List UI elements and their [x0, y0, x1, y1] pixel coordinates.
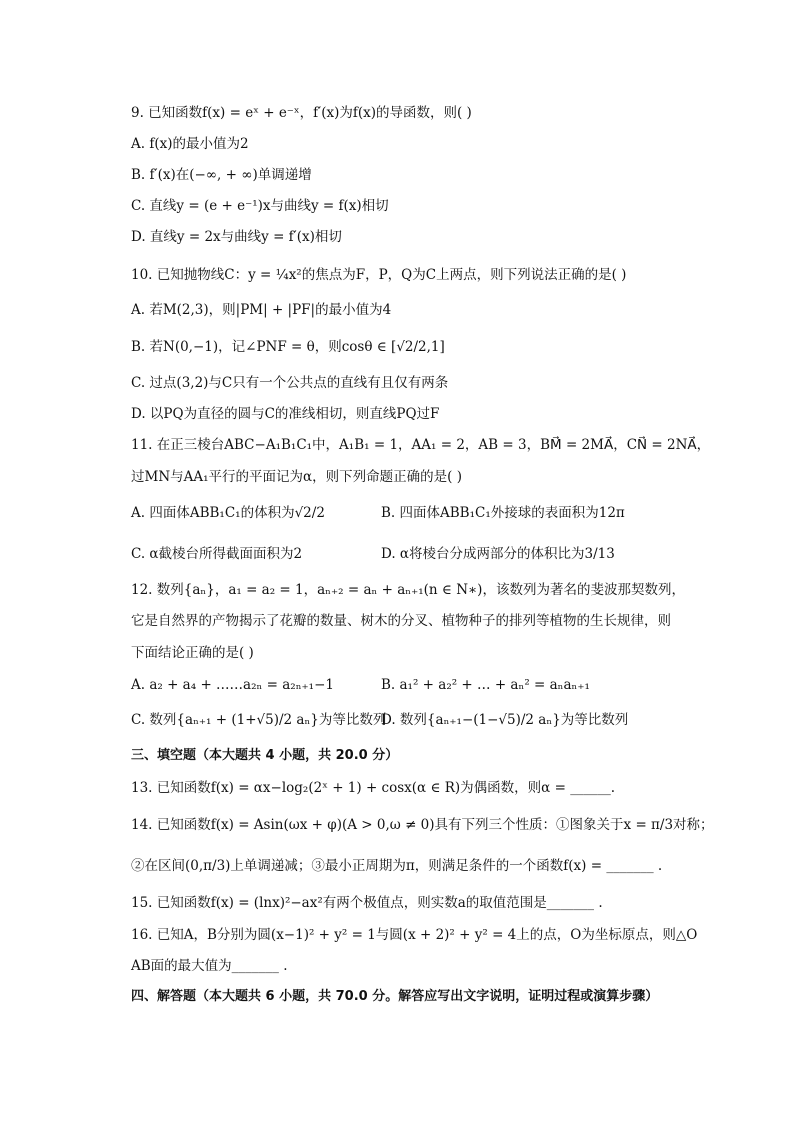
q12-stem-line2: 它是自然界的产物揭示了花瓣的数量、树木的分叉、植物种子的排列等植物的生长规律，则: [131, 613, 671, 629]
q10-stem: 10. 已知抛物线C：y = ¼x²的焦点为F，P，Q为C上两点，则下列说法正确的是( ): [131, 267, 627, 283]
q12-stem-line1: 12. 数列{aₙ}，a₁ = a₂ = 1，aₙ₊₂ = aₙ + aₙ₊₁(n ∈ N∗)，该数列为著名的斐波那契数列，: [131, 582, 685, 598]
q16-line1: 16. 已知A，B分别为圆(x−1)² + y² = 1与圆(x + 2)² + y² = 4上的点，O为坐标原点，则△O: [131, 927, 698, 943]
q15: 15. 已知函数f(x) = (lnx)²−ax²有两个极值点，则实数a的取值范围是_______ .: [131, 895, 603, 911]
q9-option-a: A. f(x)的最小值为2: [131, 136, 249, 152]
q13: 13. 已知函数f(x) = αx−log₂(2ˣ + 1) + cosx(α ∈ R)为偶函数，则α = ______.: [131, 780, 615, 796]
q12-option-a: A. a₂ + a₄ + ……a₂ₙ = a₂ₙ₊₁−1: [131, 677, 334, 693]
q12-option-b: B. a₁² + a₂² + … + aₙ² = aₙaₙ₊₁: [381, 677, 590, 693]
q9-option-c: C. 直线y = (e + e⁻¹)x与曲线y = f(x)相切: [131, 198, 389, 214]
q14-line2: ②在区间(0,π/3)上单调递减；③最小正周期为π，则满足条件的一个函数f(x) = _______ .: [131, 858, 663, 874]
q11-option-d: D. α将棱台分成两部分的体积比为3/13: [381, 546, 615, 562]
q10-option-b: B. 若N(0,−1)，记∠PNF = θ，则cosθ ∈ [√2/2,1]: [131, 339, 445, 355]
q12-option-c: C. 数列{aₙ₊₁ + (1+√5)/2 aₙ}为等比数列: [131, 712, 387, 728]
q10-option-d: D. 以PQ为直径的圆与C的准线相切，则直线PQ过F: [131, 406, 440, 422]
q9-option-d: D. 直线y = 2x与曲线y = f′(x)相切: [131, 229, 342, 245]
q11-option-a: A. 四面体ABB₁C₁的体积为√2/2: [131, 505, 325, 521]
q9-option-b: B. f′(x)在(−∞, + ∞)单调递增: [131, 167, 312, 183]
q11-stem-line1: 11. 在正三棱台ABC−A₁B₁C₁中，A₁B₁ = 1，AA₁ = 2，AB = 3，BM⃗ = 2MA⃗，CN⃗ = 2NA⃗，: [131, 437, 711, 453]
q10-option-c: C. 过点(3,2)与C只有一个公共点的直线有且仅有两条: [131, 375, 449, 391]
q9-stem: 9. 已知函数f(x) = eˣ + e⁻ˣ，f′(x)为f(x)的导函数，则( ): [131, 105, 472, 121]
q10-option-a: A. 若M(2,3)，则|PM| + |PF|的最小值为4: [131, 302, 392, 318]
q16-line2: AB面的最大值为_______ .: [131, 958, 288, 974]
q11-option-b: B. 四面体ABB₁C₁外接球的表面积为12π: [381, 505, 625, 521]
q11-option-c: C. α截棱台所得截面面积为2: [131, 546, 303, 562]
q14-line1: 14. 已知函数f(x) = Asin(ωx + φ)(A > 0,ω ≠ 0)具有下列三个性质：①图象关于x = π/3对称；: [131, 817, 714, 833]
section-answer-heading: 四、解答题（本大题共 6 小题，共 70.0 分。解答应写出文字说明，证明过程或演算步骤）: [131, 989, 659, 1004]
q12-stem-line3: 下面结论正确的是( ): [131, 645, 254, 661]
q12-option-d: D. 数列{aₙ₊₁−(1−√5)/2 aₙ}为等比数列: [381, 712, 629, 728]
q11-stem-line2: 过MN与AA₁平行的平面记为α，则下列命题正确的是( ): [131, 469, 462, 485]
section-fill-in-heading: 三、填空题（本大题共 4 小题，共 20.0 分）: [131, 748, 399, 763]
